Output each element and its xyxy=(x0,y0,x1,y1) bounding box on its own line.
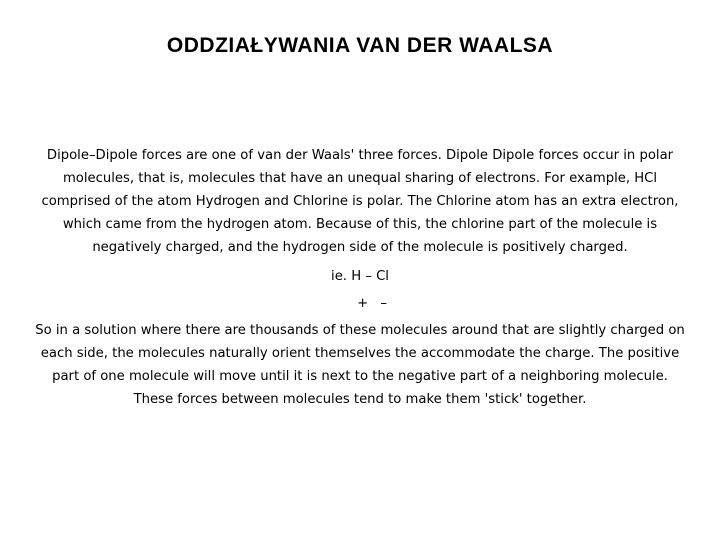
slide-body xyxy=(34,144,686,411)
paragraph-dipole-intro: Dipole–Dipole forces are one of van der Waals' three forces. Dipole Dipole forces occur in polar molecules, that is, molecules that have an unequal sharing of electrons. For example, HCl comprised of the atom Hydrogen and Chlorine is polar. The Chlorine atom has an extra electron, which came from the hydrogen atom. Because of this, the chlorine part of the molecule is negatively charged, and the hydrogen side of the molecule is positively charged. xyxy=(41,148,679,255)
hcl-formula: ie. H – Cl xyxy=(331,269,389,284)
partial-charges: + – xyxy=(357,296,387,311)
paragraph-solution: So in a solution where there are thousands of these molecules around that are slightly charged on each side, the molecules naturally orient themselves the accommodate the charge. The positive part of one molecule will move until it is next to the negative part of a neighboring molecule. These forces between molecules tend to make them 'stick' together. xyxy=(35,323,685,407)
slide-title: ODDZIAŁYWANIA VAN DER WAALSA xyxy=(166,34,554,57)
